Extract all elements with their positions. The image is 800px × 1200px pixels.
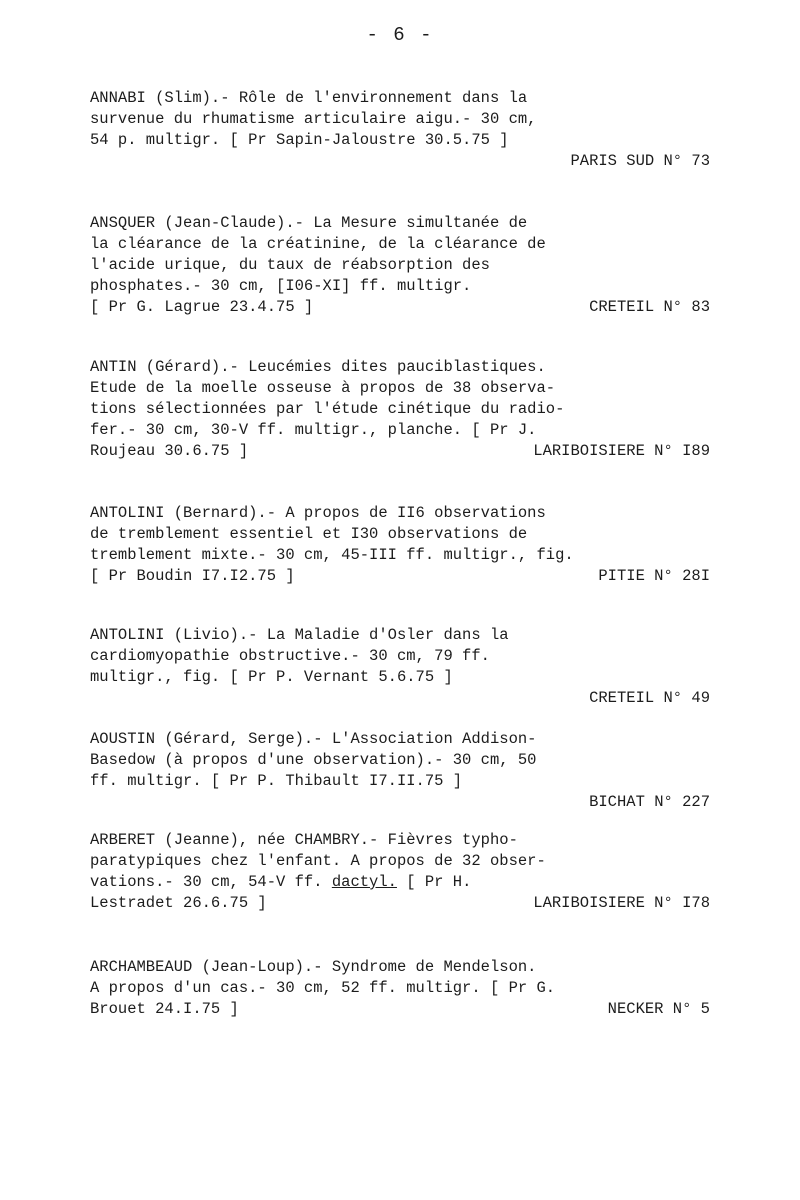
entry-text-line: [ Pr Boudin I7.I2.75 ] bbox=[90, 567, 295, 585]
entry-text-line: [ Pr G. Lagrue 23.4.75 ] bbox=[90, 298, 314, 316]
entry-text-line: multigr., fig. [ Pr P. Vernant 5.6.75 ] bbox=[90, 668, 453, 686]
bibliography-entry bbox=[90, 88, 710, 172]
page-number: - 6 - bbox=[366, 24, 434, 46]
entry-text-line: tions sélectionnées par l'étude cinétique du radio- bbox=[90, 400, 565, 418]
entry-text-line: ARBERET (Jeanne), née CHAMBRY.- Fièvres typho- bbox=[90, 831, 518, 849]
entry-underlined-word: dactyl. bbox=[331, 873, 397, 891]
entry-text-line: Lestradet 26.6.75 ] bbox=[90, 894, 267, 912]
entry-text-line: AOUSTIN (Gérard, Serge).- L'Association Addison- bbox=[90, 730, 537, 748]
entry-text-fragment: [ Pr H. bbox=[396, 873, 472, 891]
entry-text-line: Etude de la moelle osseuse à propos de 38 observa- bbox=[90, 379, 556, 397]
entry-text-line: ARCHAMBEAUD (Jean-Loup).- Syndrome de Mendelson. bbox=[90, 958, 537, 976]
entry-location: BICHAT N° 227 bbox=[589, 793, 710, 811]
entry-text-line: la cléarance de la créatinine, de la cléarance de bbox=[90, 235, 546, 253]
entry-location: CRETEIL N° 49 bbox=[589, 689, 710, 707]
entry-text-line: tremblement mixte.- 30 cm, 45-III ff. multigr., fig. bbox=[90, 546, 574, 564]
entry-text-line: Basedow (à propos d'une observation).- 30 cm, 50 bbox=[90, 751, 537, 769]
entry-text-line: ANSQUER (Jean-Claude).- La Mesure simultanée de bbox=[90, 214, 528, 232]
entry-location: NECKER N° 5 bbox=[607, 1000, 710, 1018]
entry-text-line: l'acide urique, du taux de réabsorption des bbox=[90, 256, 490, 274]
bibliography-entry bbox=[90, 503, 710, 587]
entry-text-line: cardiomyopathie obstructive.- 30 cm, 79 ff. bbox=[90, 647, 490, 665]
entry-final-line bbox=[90, 566, 710, 587]
entry-text-line: A propos d'un cas.- 30 cm, 52 ff. multigr. [ Pr G. bbox=[90, 979, 556, 997]
entry-text-line: ANTIN (Gérard).- Leucémies dites pauciblastiques. bbox=[90, 358, 546, 376]
entry-final-line bbox=[90, 297, 710, 318]
entry-text-line: ANTOLINI (Bernard).- A propos de II6 observations bbox=[90, 504, 546, 522]
entry-text-line: 54 p. multigr. [ Pr Sapin-Jaloustre 30.5.75 ] bbox=[90, 131, 509, 149]
entry-text-line: ANNABI (Slim).- Rôle de l'environnement dans la bbox=[90, 89, 528, 107]
entry-text-line: de tremblement essentiel et I30 observations de bbox=[90, 525, 528, 543]
entry-text-line: paratypiques chez l'enfant. A propos de 32 obser- bbox=[90, 852, 546, 870]
entry-location: PARIS SUD N° 73 bbox=[570, 152, 710, 170]
entry-text-line: Roujeau 30.6.75 ] bbox=[90, 442, 249, 460]
entry-location: PITIE N° 28I bbox=[598, 567, 710, 585]
bibliography-entry bbox=[90, 729, 710, 813]
entry-location: CRETEIL N° 83 bbox=[589, 298, 710, 316]
entry-final-line bbox=[90, 441, 710, 462]
entry-text-line: phosphates.- 30 cm, [I06-XI] ff. multigr. bbox=[90, 277, 472, 295]
entry-text-line: Brouet 24.I.75 ] bbox=[90, 1000, 239, 1018]
entry-final-line bbox=[90, 999, 710, 1020]
bibliography-entry bbox=[90, 357, 710, 462]
entry-text-line: survenue du rhumatisme articulaire aigu.- 30 cm, bbox=[90, 110, 537, 128]
entry-text-line: fer.- 30 cm, 30-V ff. multigr., planche. [ Pr J. bbox=[90, 421, 537, 439]
bibliography-entry bbox=[90, 213, 710, 318]
entry-text-fragment: vations.- 30 cm, 54-V ff. bbox=[90, 873, 332, 891]
entry-location: LARIBOISIERE N° I78 bbox=[533, 894, 710, 912]
entry-location: LARIBOISIERE N° I89 bbox=[533, 442, 710, 460]
entry-text-line bbox=[90, 872, 710, 893]
entry-text-line: ff. multigr. [ Pr P. Thibault I7.II.75 ] bbox=[90, 772, 463, 790]
bibliography-entry bbox=[90, 957, 710, 1020]
bibliography-entry bbox=[90, 625, 710, 709]
entry-final-line bbox=[90, 893, 710, 914]
bibliography-entry bbox=[90, 830, 710, 914]
entry-text-line: ANTOLINI (Livio).- La Maladie d'Osler dans la bbox=[90, 626, 509, 644]
